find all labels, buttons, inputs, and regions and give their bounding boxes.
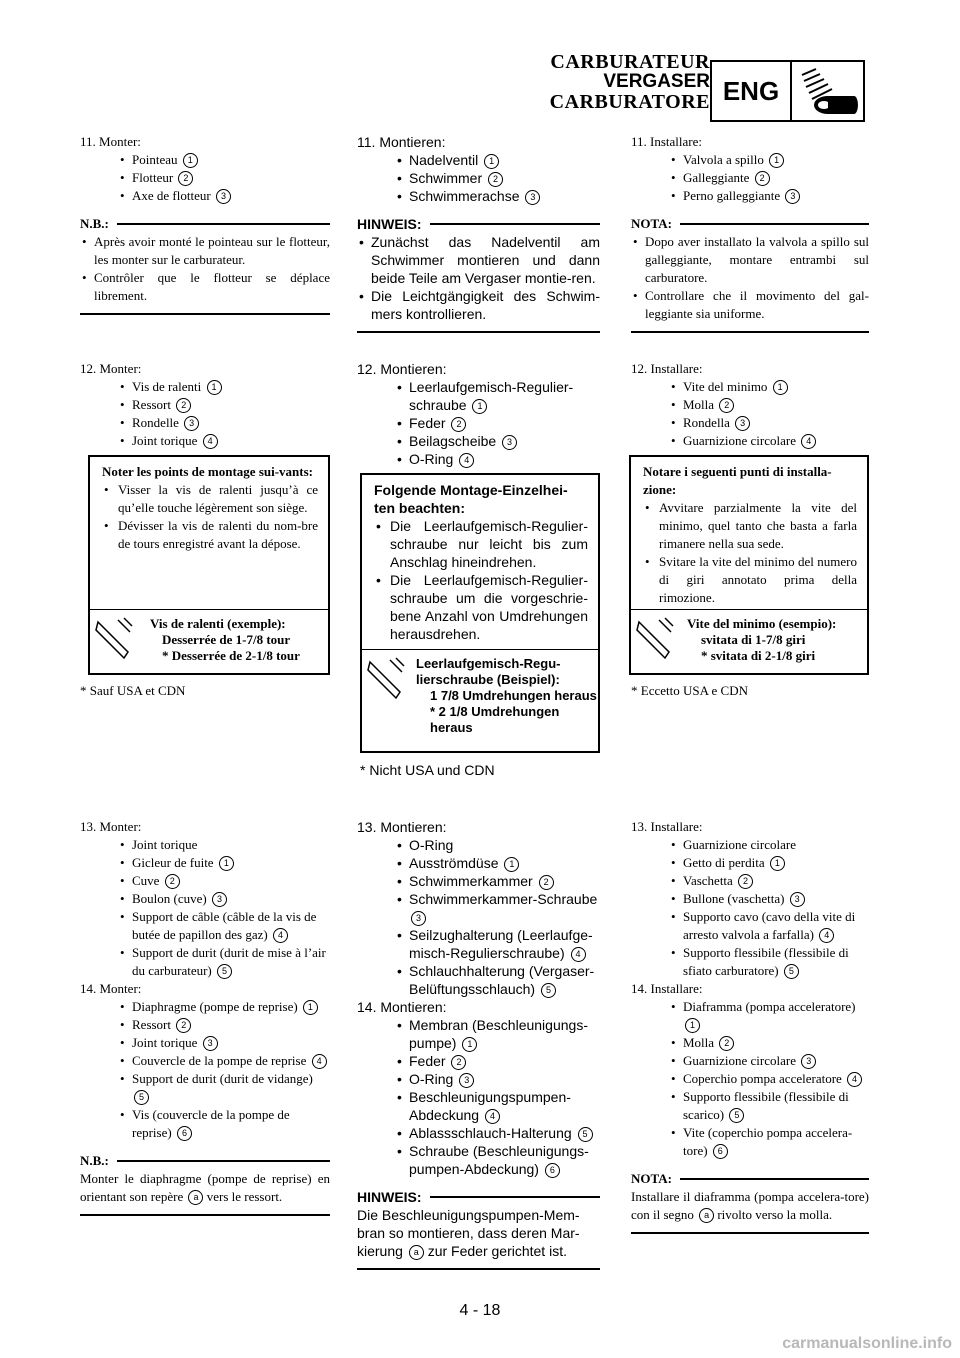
list-item: • Schwimmerachse 3 — [357, 187, 600, 205]
wrench-icon — [635, 616, 675, 664]
fr-s11-title: 11. Monter: — [80, 134, 141, 149]
callout-number: 3 — [502, 435, 517, 450]
callout-number: 2 — [755, 171, 770, 186]
watermark: carmanualsonline.info — [782, 1335, 952, 1352]
mark-callout: a — [409, 1245, 424, 1260]
list-item: • Vite (coperchio pompa accelera-tore) 6 — [631, 1124, 869, 1160]
callout-number: 1 — [303, 1000, 318, 1015]
list-item: • Feder 2 — [357, 414, 600, 432]
callout-number: 2 — [539, 875, 554, 890]
list-item: • Support de câble (câble de la vis de butée de papillon des gaz) 4 — [80, 908, 330, 944]
list-item: • Perno galleggiante 3 — [631, 187, 869, 205]
callout-number: 5 — [134, 1090, 149, 1105]
note-item: • Après avoir monté le pointeau sur le flotteur, les monter sur le carburateur. — [80, 233, 330, 269]
callout-number: 1 — [685, 1018, 700, 1033]
list-item: • Leerlaufgemisch-Regulier-schraube 1 — [357, 378, 600, 414]
list-item: • Cuve 2 — [80, 872, 330, 890]
note-item: • Controllare che il movimento del gal-leggiante sia uniforme. — [631, 287, 869, 323]
callout-number: 1 — [207, 380, 222, 395]
callout-number: 5 — [729, 1108, 744, 1123]
callout-number: 2 — [178, 171, 193, 186]
list-item: • Gicleur de fuite 1 — [80, 854, 330, 872]
list-item: • Schwimmerkammer-Schraube 3 — [357, 890, 600, 926]
list-item: • Bullone (vaschetta) 3 — [631, 890, 869, 908]
spec-value: Desserrée de 1-7/8 tour — [162, 632, 291, 647]
de-s11-title: 11. Montieren: — [357, 134, 446, 150]
list-item: • Pointeau 1 — [80, 151, 330, 169]
callout-number: 3 — [459, 1073, 474, 1088]
box-item: • Svitare la vite del minimo del numero di giri annotato prima della rimozione. — [643, 553, 857, 607]
callout-number: 4 — [801, 434, 816, 449]
list-item: • Support de durit (durit de vidange) 5 — [80, 1070, 330, 1106]
callout-number: 4 — [485, 1109, 500, 1124]
fr-assembly-box — [88, 455, 330, 675]
list-item: • Rondella 3 — [631, 414, 869, 432]
de-step-13 — [357, 818, 600, 1270]
box-heading: Noter les points de montage sui-vants: — [102, 464, 314, 479]
box-item: • Die Leerlaufgemisch-Regulier-schraube nur leicht bis zum Anschlag hineindrehen. — [374, 517, 588, 571]
list-item: • Molla 2 — [631, 1034, 869, 1052]
callout-number: 5 — [217, 964, 232, 979]
callout-number: 1 — [219, 856, 234, 871]
note-text: Monter le diaphragme (pompe de reprise) en orientant son repère a vers le ressort. — [80, 1171, 330, 1204]
it-step-13 — [631, 818, 869, 1234]
de-s13-title: 13. Montieren: — [357, 819, 447, 835]
title-fr: CARBURATEUR — [550, 51, 710, 73]
list-item: • O-Ring 4 — [357, 450, 600, 468]
section-title — [550, 52, 710, 112]
list-item: • Couvercle de la pompe de reprise 4 — [80, 1052, 330, 1070]
callout-number: 2 — [451, 417, 466, 432]
note-item: • Die Leichtgängigkeit des Schwim-mers kontrollieren. — [357, 287, 600, 323]
callout-number: 3 — [212, 892, 227, 907]
list-item: • Beilagscheibe 3 — [357, 432, 600, 450]
callout-number: 1 — [770, 856, 785, 871]
callout-number: 6 — [545, 1163, 560, 1178]
list-item: • Ressort 2 — [80, 396, 330, 414]
note-header: NOTA: — [631, 215, 869, 233]
wrench-icon — [366, 656, 406, 704]
note-item: • Contrôler que le flotteur se déplace librement. — [80, 269, 330, 305]
callout-number: 2 — [738, 874, 753, 889]
list-item: • Vaschetta 2 — [631, 872, 869, 890]
callout-number: 3 — [203, 1036, 218, 1051]
callout-number: 3 — [735, 416, 750, 431]
de-assembly-box — [360, 473, 600, 753]
callout-number: 1 — [773, 380, 788, 395]
list-item: • Schlauchhalterung (Vergaser-Belüftungsschlauch) 5 — [357, 962, 600, 998]
list-item: • Seilzughalterung (Leerlaufge-misch-Regulierschraube) 4 — [357, 926, 600, 962]
de-footnote: * Nicht USA und CDN — [360, 762, 495, 778]
it-s14-title: 14. Installare: — [631, 981, 703, 996]
page-number: 4 - 18 — [459, 1302, 501, 1319]
list-item: • Guarnizione circolare 3 — [631, 1052, 869, 1070]
fr-s14-title: 14. Monter: — [80, 981, 142, 996]
section-badge — [710, 60, 865, 122]
callout-number: 1 — [484, 154, 499, 169]
it-s13-title: 13. Installare: — [631, 819, 703, 834]
list-item: • Valvola a spillo 1 — [631, 151, 869, 169]
list-item: • Rondelle 3 — [80, 414, 330, 432]
note-text: Installare il diaframma (pompa accelera-tore) con il segno a rivolto verso la molla. — [631, 1189, 869, 1222]
list-item: • Guarnizione circolare 4 — [631, 432, 869, 450]
box-item: • Avvitare parzialmente la vite del minimo, quel tanto che basta a farla rimanere nella sua sede. — [643, 499, 857, 553]
list-item: • Axe de flotteur 3 — [80, 187, 330, 205]
list-item: • Getto di perdita 1 — [631, 854, 869, 872]
callout-number: 4 — [819, 928, 834, 943]
fr-step-13 — [80, 818, 330, 1216]
list-item: • Joint torique 4 — [80, 432, 330, 450]
fr-s12-title: 12. Monter: — [80, 361, 142, 376]
fr-step-11 — [80, 133, 330, 315]
fr-footnote: * Sauf USA et CDN — [80, 683, 186, 698]
box-item: • Die Leerlaufgemisch-Regulier-schraube um die vorgeschrie-bene Anzahl von Umdrehungen herausdrehen. — [374, 571, 588, 643]
callout-number: 5 — [784, 964, 799, 979]
callout-number: 4 — [571, 947, 586, 962]
callout-number: 1 — [183, 153, 198, 168]
callout-number: 2 — [719, 398, 734, 413]
list-item: • Feder 2 — [357, 1052, 600, 1070]
mark-callout: a — [699, 1208, 714, 1223]
de-step-12 — [357, 360, 600, 468]
wrench-icon — [94, 616, 134, 664]
list-item: • Membran (Beschleunigungs-pumpe) 1 — [357, 1016, 600, 1052]
list-item: • Diaframma (pompa acceleratore) 1 — [631, 998, 869, 1034]
list-item: • Schwimmer 2 — [357, 169, 600, 187]
callout-number: 5 — [541, 983, 556, 998]
callout-number: 3 — [785, 189, 800, 204]
de-s12-title: 12. Montieren: — [357, 361, 447, 377]
callout-number: 1 — [504, 857, 519, 872]
it-s12-title: 12. Installare: — [631, 361, 703, 376]
callout-number: 1 — [769, 153, 784, 168]
callout-number: 4 — [459, 453, 474, 468]
list-item: • Vis de ralenti 1 — [80, 378, 330, 396]
list-item: • Supporto flessibile (flessibile di sfiato carburatore) 5 — [631, 944, 869, 980]
note-header: HINWEIS: — [357, 215, 600, 233]
callout-number: 3 — [525, 190, 540, 205]
callout-number: 3 — [801, 1054, 816, 1069]
callout-number: 2 — [719, 1036, 734, 1051]
it-footnote: * Eccetto USA e CDN — [631, 683, 748, 698]
list-item: • Diaphragme (pompe de reprise) 1 — [80, 998, 330, 1016]
title-de: VERGASER — [603, 71, 710, 92]
it-s11-title: 11. Installare: — [631, 134, 702, 149]
callout-number: 3 — [184, 416, 199, 431]
note-header: NOTA: — [631, 1170, 869, 1188]
it-step-12 — [631, 360, 869, 450]
spec-value-alt: * svitata di 2-1/8 giri — [701, 648, 816, 663]
callout-number: 1 — [462, 1037, 477, 1052]
box-heading: Notare i seguenti punti di installa-zione: — [643, 464, 832, 497]
section-badge-label: ENG — [712, 62, 792, 120]
callout-number: 3 — [216, 189, 231, 204]
box-item: • Dévisser la vis de ralenti du nom-bre de tours enregistré avant la dépose. — [102, 517, 318, 553]
mark-callout: a — [188, 1190, 203, 1205]
de-step-11 — [357, 133, 600, 333]
callout-number: 5 — [578, 1127, 593, 1142]
list-item: • Molla 2 — [631, 396, 869, 414]
spec-value-alt: * Desserrée de 2-1/8 tour — [162, 648, 300, 663]
list-item: • Ablassschlauch-Halterung 5 — [357, 1124, 600, 1142]
callout-number: 3 — [790, 892, 805, 907]
callout-number: 2 — [451, 1055, 466, 1070]
spec-value: svitata di 1-7/8 giri — [701, 632, 806, 647]
callout-number: 4 — [203, 434, 218, 449]
list-item: • O-Ring — [357, 836, 600, 854]
list-item: • Galleggiante 2 — [631, 169, 869, 187]
list-item: • Supporto flessibile (flessibile di scarico) 5 — [631, 1088, 869, 1124]
fr-step-12 — [80, 360, 330, 450]
list-item: • Ressort 2 — [80, 1016, 330, 1034]
callout-number: 4 — [273, 928, 288, 943]
de-s14-title: 14. Montieren: — [357, 999, 447, 1015]
callout-number: 2 — [176, 398, 191, 413]
list-item: • Support de durit (durit de mise à l’air du carburateur) 5 — [80, 944, 330, 980]
list-item: • Vite del minimo 1 — [631, 378, 869, 396]
list-item: • Guarnizione circolare — [631, 836, 869, 854]
engine-gear-icon — [794, 65, 860, 119]
fr-s13-title: 13. Monter: — [80, 819, 142, 834]
box-heading: Folgende Montage-Einzelhei-ten beachten: — [374, 482, 568, 516]
callout-number: 4 — [847, 1072, 862, 1087]
list-item: • Beschleunigungspumpen-Abdeckung 4 — [357, 1088, 600, 1124]
list-item: • Coperchio pompa acceleratore 4 — [631, 1070, 869, 1088]
callout-number: 6 — [177, 1126, 192, 1141]
spec-label: Leerlaufgemisch-Regu-lierschraube (Beispiel): — [416, 656, 561, 687]
callout-number: 2 — [176, 1018, 191, 1033]
callout-number: 4 — [312, 1054, 327, 1069]
note-text: Die Beschleunigungspumpen-Mem-bran so montieren, dass deren Mar-kierung a zur Feder gerichtet ist. — [357, 1207, 580, 1259]
note-item: • Zunächst das Nadelventil am Schwimmer montieren und dann beide Teile am Vergaser montie-ren. — [357, 233, 600, 287]
list-item: • Ausströmdüse 1 — [357, 854, 600, 872]
list-item: • Boulon (cuve) 3 — [80, 890, 330, 908]
list-item: • Schwimmerkammer 2 — [357, 872, 600, 890]
list-item: • Vis (couvercle de la pompe de reprise) 6 — [80, 1106, 330, 1142]
list-item: • Joint torique 3 — [80, 1034, 330, 1052]
callout-number: 3 — [411, 911, 426, 926]
list-item: • Supporto cavo (cavo della vite di arresto valvola a farfalla) 4 — [631, 908, 869, 944]
note-header: HINWEIS: — [357, 1188, 600, 1206]
list-item: • Schraube (Beschleunigungs-pumpen-Abdeckung) 6 — [357, 1142, 600, 1178]
title-it: CARBURATORE — [549, 91, 710, 113]
spec-label: Vite del minimo (esempio): — [687, 616, 837, 631]
note-item: • Dopo aver installato la valvola a spillo sul galleggiante, montare entrambi sul carburatore. — [631, 233, 869, 287]
callout-number: 2 — [165, 874, 180, 889]
list-item: • Nadelventil 1 — [357, 151, 600, 169]
box-item: • Visser la vis de ralenti jusqu’à ce qu’elle touche légèrement son siège. — [102, 481, 318, 517]
callout-number: 2 — [488, 172, 503, 187]
note-header: N.B.: — [80, 215, 330, 233]
callout-number: 1 — [472, 399, 487, 414]
spec-label: Vis de ralenti (exemple): — [150, 616, 286, 631]
it-step-11 — [631, 133, 869, 333]
note-header: N.B.: — [80, 1152, 330, 1170]
list-item: • O-Ring 3 — [357, 1070, 600, 1088]
list-item: • Joint torique — [80, 836, 330, 854]
it-assembly-box — [629, 455, 869, 675]
callout-number: 6 — [713, 1144, 728, 1159]
spec-value-alt: * 2 1/8 Umdrehungen heraus — [430, 704, 560, 735]
spec-value: 1 7/8 Umdrehungen heraus — [430, 688, 597, 703]
list-item: • Flotteur 2 — [80, 169, 330, 187]
